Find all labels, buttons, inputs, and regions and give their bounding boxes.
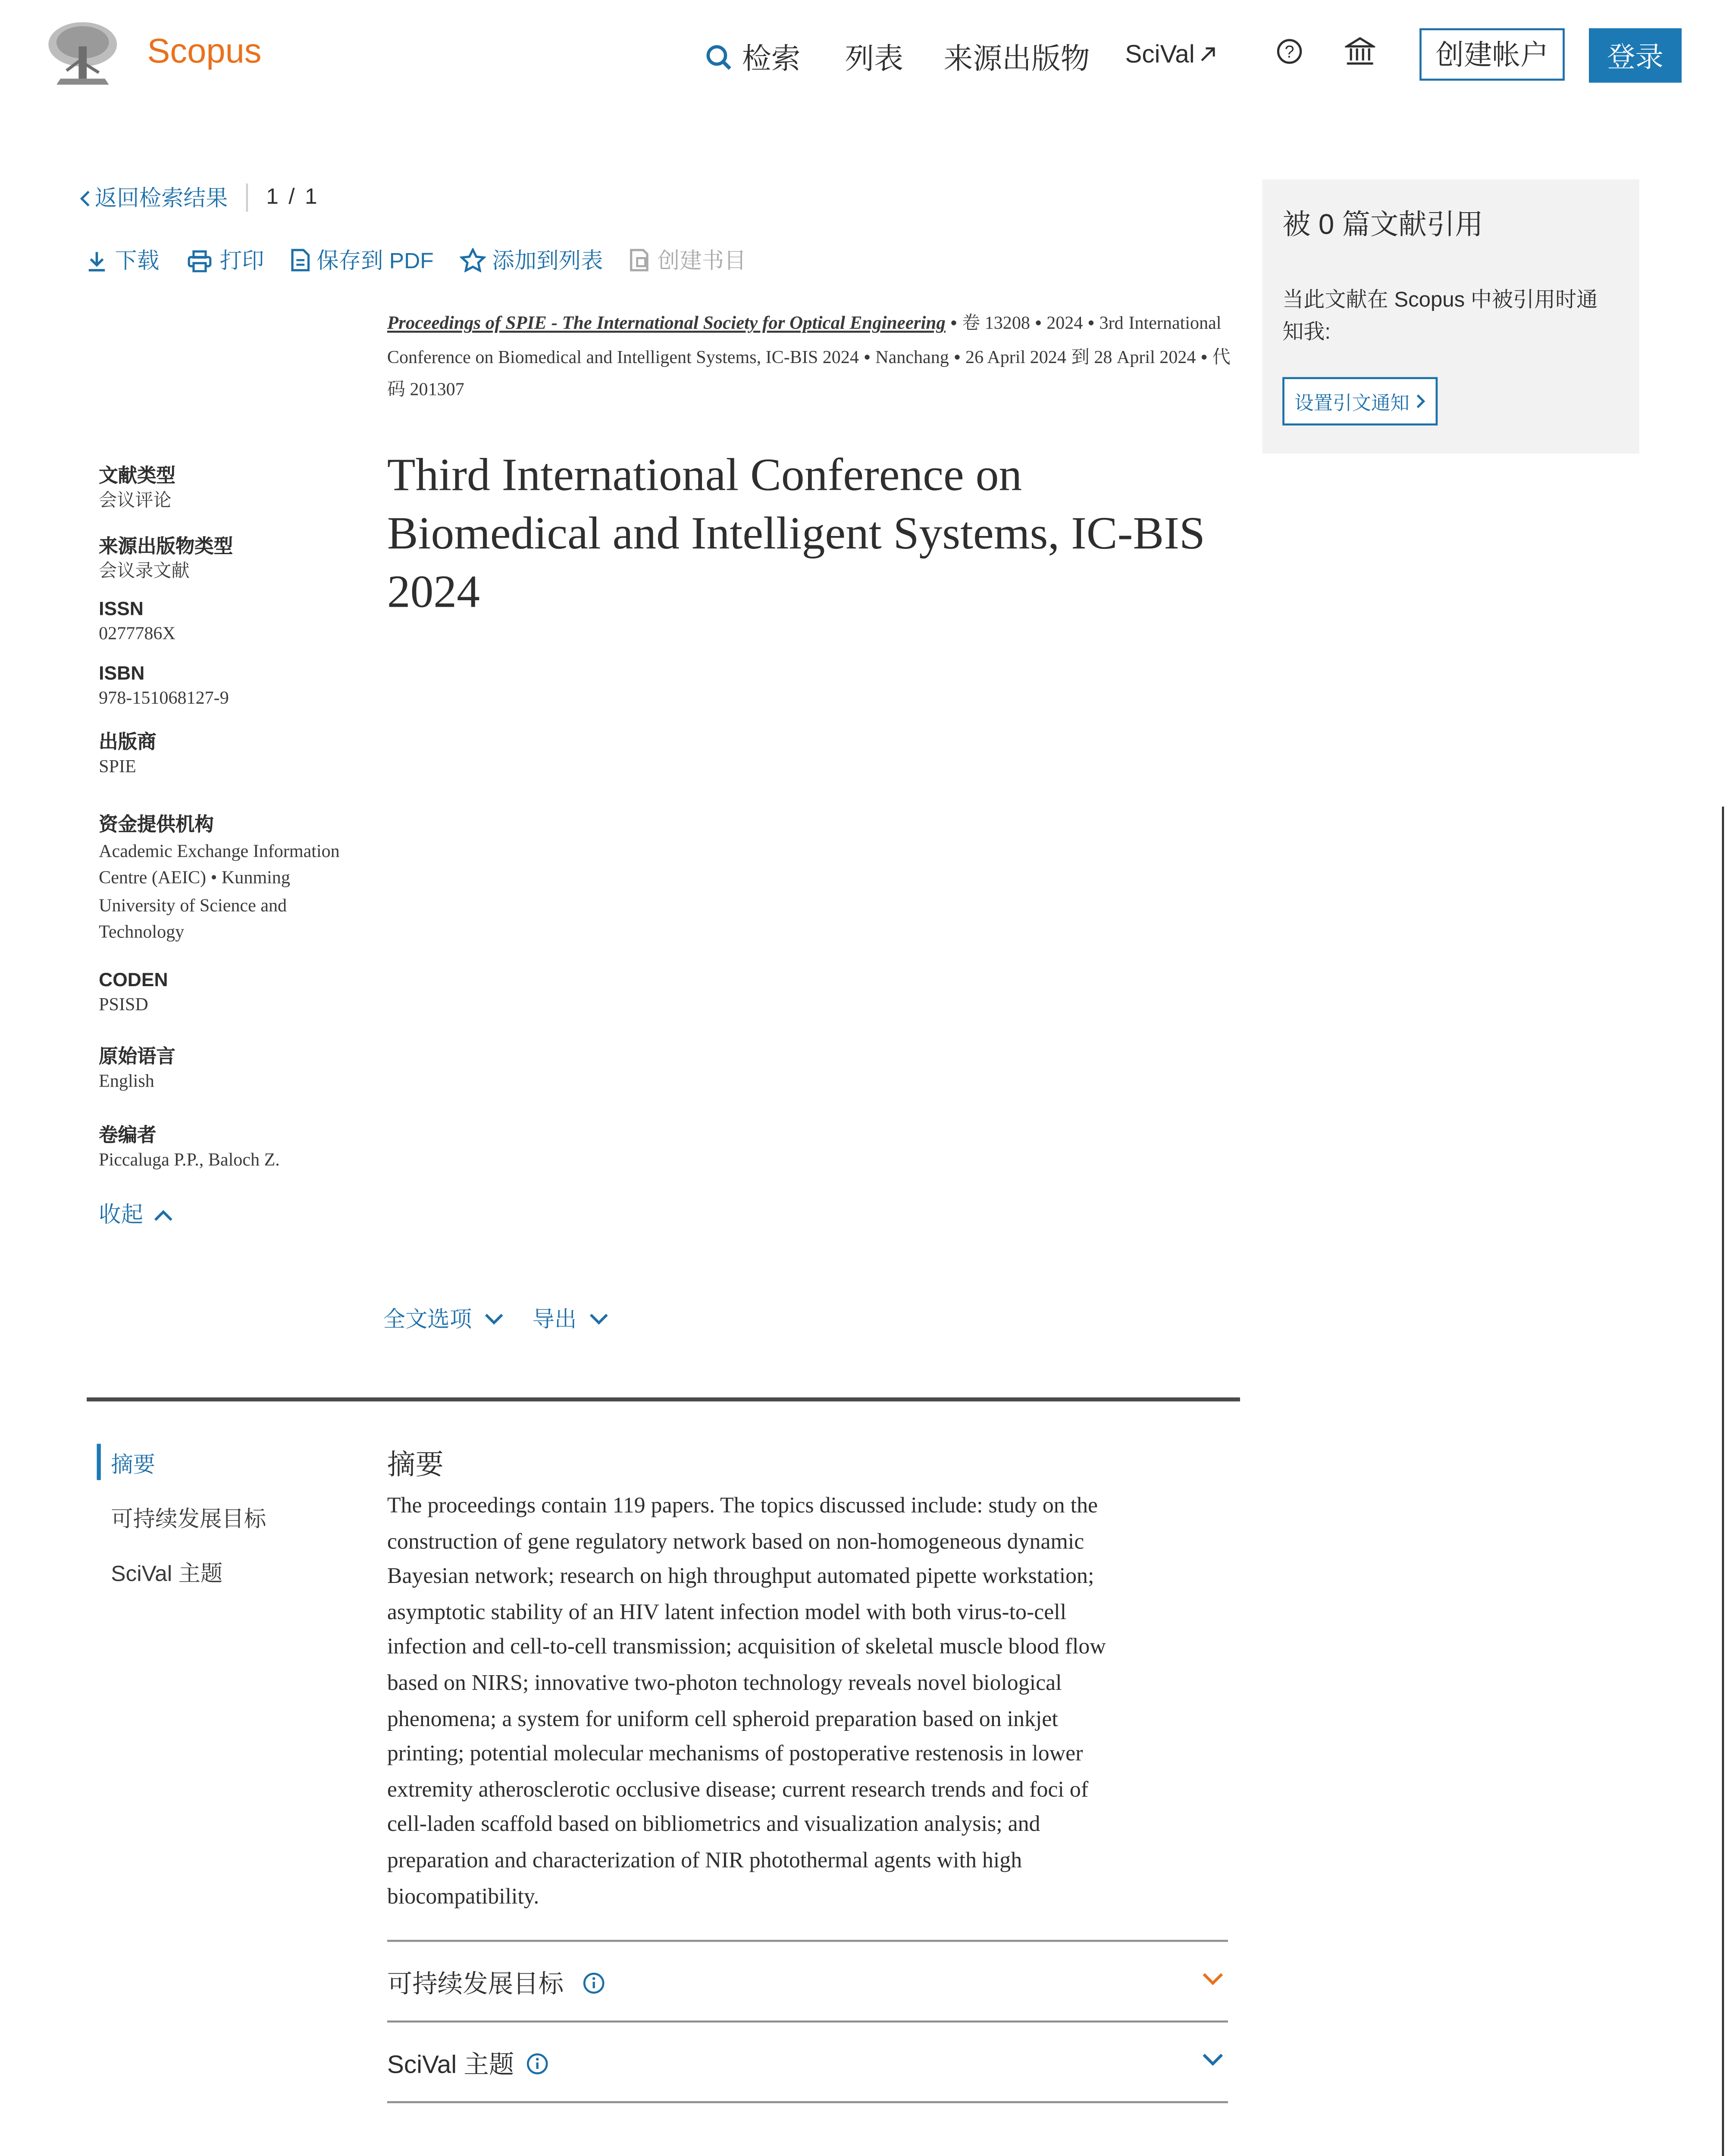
language-label: 原始语言	[99, 1047, 175, 1069]
conference-name: International Conference on Biomedical and Intelligent Systems, IC-BIS 2024	[387, 312, 1222, 366]
chevron-left-icon	[78, 188, 91, 207]
nav-scival[interactable]	[1125, 41, 1215, 69]
collapse-button[interactable]	[99, 1198, 361, 1230]
save-pdf-label: 保存到 PDF	[316, 250, 434, 274]
isbn-label: ISBN	[99, 662, 145, 685]
nav-lists[interactable]: 列表	[845, 44, 904, 77]
add-to-list-label: 添加到列表	[492, 250, 603, 274]
login-button[interactable]: 登录	[1589, 28, 1682, 82]
abstract-line: biocompatibility.	[387, 1884, 539, 1909]
abstract-line: phenomena; a system for uniform cell spheroid preparation based on inkjet	[387, 1707, 1058, 1731]
funding-sponsor: Centre (AEIC)	[99, 867, 207, 887]
metadata-list	[99, 460, 361, 1230]
editors-label: 卷编者	[99, 1124, 157, 1147]
nav-search-label: 检索	[742, 44, 801, 77]
bibliography-icon	[629, 248, 651, 272]
section-divider	[87, 1398, 1240, 1401]
citations-panel	[1262, 179, 1639, 454]
collapse-label: 收起	[99, 1203, 144, 1228]
abstract-line: preparation and characterization of NIR photothermal agents with high	[387, 1849, 1022, 1874]
coden-value: PSISD	[99, 993, 148, 1013]
chevron-right-icon	[1416, 393, 1425, 409]
issn-value: 0277786X	[99, 623, 175, 643]
abstract-line: cell-laden scaffold based on bibliometrics and visualization analysis; and	[387, 1813, 1040, 1838]
dot-separator: •	[864, 346, 876, 366]
print-label: 打印	[219, 250, 264, 274]
funding-line: Academic Exchange Information	[99, 840, 340, 860]
nav-search[interactable]	[706, 36, 801, 78]
editors-value: Piccaluga P.P., Baloch Z.	[99, 1148, 280, 1169]
dot-separator: •	[1088, 312, 1100, 333]
brand-scopus[interactable]: Scopus	[147, 32, 262, 71]
funding-line: Technology	[99, 921, 185, 942]
save-pdf-button[interactable]	[290, 244, 433, 276]
year: 2024	[1046, 312, 1083, 333]
date-end: 到 28 April 2024	[1071, 346, 1196, 366]
help-icon[interactable]	[1276, 38, 1303, 65]
abstract-line: Bayesian network; research on high throughput automated pipette workstation;	[387, 1565, 1094, 1589]
abstract-body	[387, 1490, 1254, 1916]
page-slash: /	[288, 185, 295, 210]
accordion-sdg[interactable]	[387, 1942, 1228, 2022]
citations-title: 被 0 篇文献引用	[1282, 207, 1483, 240]
volume: 卷 13208	[962, 312, 1030, 333]
abstract-line: printing; potential molecular mechanisms of postoperative restenosis in lower	[387, 1742, 1083, 1767]
abstract-heading: 摘要	[387, 1448, 444, 1480]
publisher-label: 出版商	[99, 732, 157, 754]
coden-label: CODEN	[99, 969, 168, 991]
funding-line	[99, 865, 361, 892]
accordion-scival-label: SciVal 主题	[387, 2050, 514, 2079]
dot-separator: •	[206, 867, 222, 887]
date-start: 26 April 2024	[965, 346, 1066, 366]
source-type-value: 会议录文献	[99, 559, 190, 580]
journal-link[interactable]: Proceedings of SPIE - The International Society for Optical Engineering	[387, 312, 946, 333]
download-icon	[87, 249, 107, 271]
page-title: Third International Conference on Biomedical and Intelligent Systems, IC-BIS 2024	[387, 449, 1205, 617]
download-button[interactable]	[87, 244, 159, 276]
download-label: 下载	[115, 250, 160, 274]
citations-text-line: 知我:	[1282, 320, 1331, 345]
chevron-down-icon	[484, 1312, 504, 1326]
funding-line: University of Science and	[99, 894, 287, 915]
info-icon[interactable]	[582, 1971, 604, 1993]
accordion-sdg-label: 可持续发展目标	[387, 1970, 564, 1999]
create-bibliography-label: 创建书目	[657, 250, 746, 274]
set-citation-alert-button[interactable]	[1282, 377, 1438, 425]
star-icon	[460, 248, 486, 272]
external-link-icon	[1199, 47, 1215, 63]
conference-code: 代码 201307	[387, 346, 1231, 399]
breadcrumb	[78, 182, 317, 214]
language-value: English	[99, 1071, 154, 1091]
citations-text	[1282, 284, 1625, 349]
create-bibliography-button[interactable]	[629, 244, 746, 276]
citations-text-line: 当此文献在 Scopus 中被引用时通	[1282, 288, 1598, 313]
export-label: 导出	[532, 1308, 577, 1333]
institution-icon[interactable]	[1345, 36, 1375, 66]
pdf-file-icon	[290, 248, 310, 272]
breadcrumb-divider	[246, 184, 248, 212]
isbn-value: 978-151068127-9	[99, 686, 229, 707]
search-icon	[706, 44, 732, 71]
issn-label: ISSN	[99, 599, 144, 621]
sidenav-abstract[interactable]: 摘要	[111, 1454, 156, 1478]
add-to-list-button[interactable]	[460, 244, 603, 276]
dot-separator: •	[954, 346, 966, 366]
full-text-options-label: 全文选项	[383, 1308, 472, 1333]
source-type-label: 来源出版物类型	[99, 535, 233, 558]
page-total: 1	[305, 185, 317, 210]
doc-type-value: 会议评论	[99, 490, 172, 511]
export-button[interactable]	[533, 1303, 609, 1335]
printer-icon	[188, 249, 212, 271]
print-button[interactable]	[188, 244, 264, 276]
document-toolbar	[87, 244, 746, 276]
funding-sponsor: Kunming	[221, 867, 290, 887]
abstract-line: asymptotic stability of an HIV latent infection model with both virus-to-cell	[387, 1601, 1067, 1625]
abstract-line: based on NIRS; innovative two-photon technology reveals novel biological	[387, 1671, 1062, 1696]
chevron-down-icon[interactable]	[1202, 1972, 1224, 1987]
dot-separator: •	[1201, 346, 1212, 366]
nav-scival-label: SciVal	[1125, 40, 1195, 69]
source-info	[387, 307, 1234, 406]
doc-type-label: 文献类型	[99, 466, 175, 488]
accordion-scival[interactable]	[387, 2022, 1228, 2103]
dot-separator: •	[950, 312, 962, 333]
set-citation-alert-label: 设置引文通知	[1294, 393, 1410, 416]
chevron-up-icon	[153, 1207, 173, 1221]
abstract-line: construction of gene regulatory network based on non-homogeneous dynamic	[387, 1529, 1084, 1554]
info-icon[interactable]	[526, 2052, 548, 2074]
publisher-value: SPIE	[99, 756, 136, 777]
sidenav-scival[interactable]: SciVal 主题	[111, 1563, 223, 1587]
page-current: 1	[266, 185, 279, 210]
active-indicator	[97, 1444, 100, 1480]
conference-prefix: 3rd	[1099, 312, 1124, 333]
abstract-line: The proceedings contain 119 papers. The topics discussed include: study on the	[387, 1494, 1098, 1519]
conference-place: Nanchang	[875, 346, 949, 366]
abstract-line: extremity atherosclerotic occlusive disease; current research trends and foci of	[387, 1778, 1089, 1802]
abstract-line: infection and cell-to-cell transmission; acquisition of skeletal muscle blood flow	[387, 1636, 1106, 1661]
back-to-results-link[interactable]: 返回检索结果	[94, 187, 228, 212]
svg-text:?: ?	[1284, 42, 1294, 62]
funding-value	[99, 838, 361, 947]
full-text-options-button[interactable]	[383, 1303, 504, 1335]
create-account-button[interactable]: 创建帐户	[1419, 28, 1565, 81]
chevron-down-icon[interactable]	[1202, 2053, 1224, 2067]
chevron-down-icon	[589, 1312, 609, 1326]
sidenav-sdg[interactable]: 可持续发展目标	[111, 1508, 266, 1533]
funding-label: 资金提供机构	[99, 813, 214, 836]
scrollbar[interactable]	[1722, 807, 1724, 2156]
nav-sources[interactable]: 来源出版物	[943, 44, 1090, 77]
dot-separator: •	[1035, 312, 1047, 333]
